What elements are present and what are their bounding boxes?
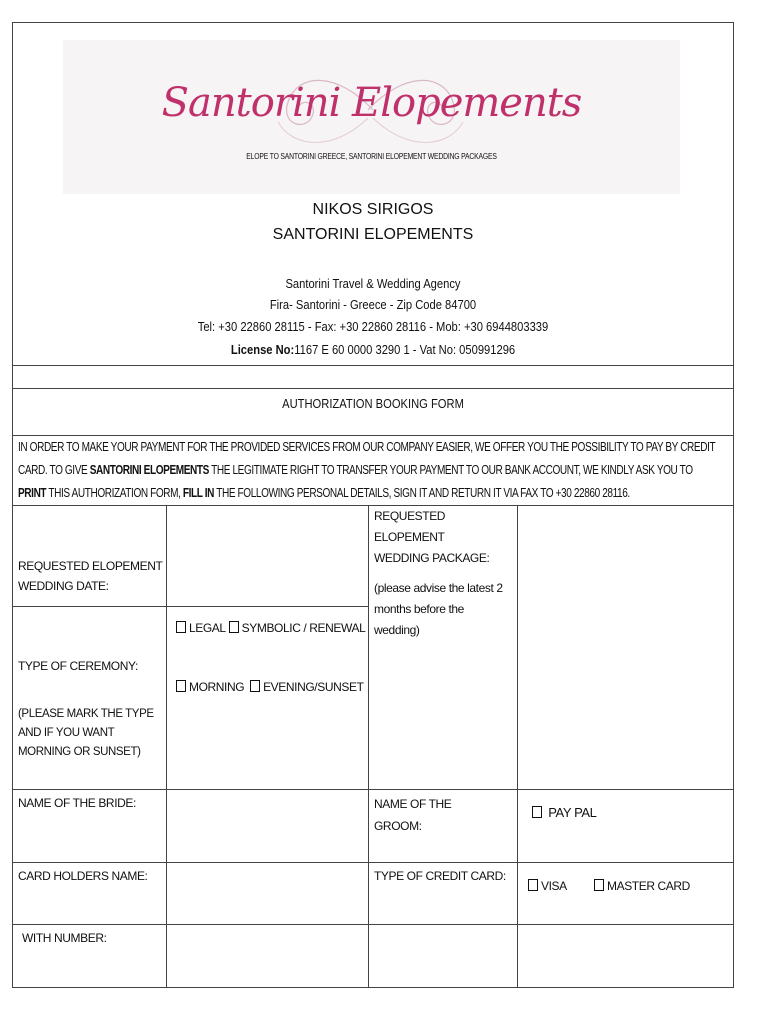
paypal-checkbox[interactable] [532, 806, 542, 818]
license-line [63, 342, 684, 357]
card-holder-label: CARD HOLDERS NAME: [18, 869, 148, 883]
card-number-field[interactable] [167, 925, 367, 987]
rule [12, 924, 734, 925]
mastercard-option: MASTER CARD [594, 876, 690, 896]
card-type-label: TYPE OF CREDIT CARD: [374, 869, 506, 883]
visa-option: VISA [528, 876, 567, 896]
groom-label: NAME OF THE GROOM: [374, 797, 452, 833]
mastercard-checkbox[interactable] [594, 879, 604, 891]
ceremony-note: (PLEASE MARK THE TYPE AND IF YOU WANT MORNING OR SUNSET) [18, 708, 154, 758]
evening-checkbox[interactable] [250, 680, 260, 692]
license-value: 1167 E 60 0000 3290 1 - Vat No: 050991296 [294, 342, 516, 357]
rule [12, 388, 734, 389]
paypal-option: PAY PAL [532, 803, 597, 823]
ceremony-type-options: LEGAL SYMBOLIC / RENEWAL [176, 618, 365, 638]
rule [12, 365, 734, 366]
package-field[interactable] [518, 506, 733, 788]
intro-line-3: PRINT THIS AUTHORIZATION FORM, FILL IN THE FOLLOWING PERSONAL DETAILS, SIGN IT AND RETURN IT VIA FAX TO +30 22860 28116. [18, 486, 630, 500]
company-name: SANTORINI ELOPEMENTS [272, 226, 474, 243]
rule [12, 606, 368, 607]
rule [12, 862, 734, 863]
bride-field[interactable] [167, 790, 367, 861]
package-note: (please advise the latest 2 months before the wedding) [374, 581, 503, 637]
logo-wordmark: Santorini Elopements [161, 80, 582, 126]
legal-checkbox[interactable] [176, 621, 186, 633]
intro-line-2: CARD. TO GIVE SANTORINI ELOPEMENTS THE LEGITIMATE RIGHT TO TRANSFER YOUR PAYMENT TO OUR BANK ACCOUNT, WE KINDLY ASK YOU TO [18, 463, 693, 477]
intro-line-1: IN ORDER TO MAKE YOUR PAYMENT FOR THE PROVIDED SERVICES FROM OUR COMPANY EASIER, WE OFFER YOU THE POSSIBILITY TO PAY BY CREDIT [18, 440, 716, 454]
wedding-date-field[interactable] [167, 506, 367, 605]
package-label: REQUESTED ELOPEMENT WEDDING PACKAGE: [374, 509, 490, 565]
agency-contacts: Tel: +30 22860 28115 - Fax: +30 22860 28116 - Mob: +30 6944803339 [197, 319, 549, 334]
ceremony-type-label: TYPE OF CEREMONY: [18, 659, 138, 673]
bride-label: NAME OF THE BRIDE: [18, 796, 136, 810]
morning-checkbox[interactable] [176, 680, 186, 692]
card-number-label: WITH NUMBER: [22, 931, 107, 945]
rule [12, 789, 734, 790]
symbolic-checkbox[interactable] [229, 621, 239, 633]
column-divider [368, 505, 369, 988]
license-label: License No: [230, 342, 295, 357]
card-holder-field[interactable] [167, 863, 367, 923]
ceremony-time-options: MORNING EVENING/SUNSET [176, 677, 364, 697]
contact-name: NIKOS SIRIGOS [312, 201, 434, 218]
agency-name: Santorini Travel & Wedding Agency [285, 276, 461, 291]
visa-checkbox[interactable] [528, 879, 538, 891]
wedding-date-label: REQUESTED ELOPEMENT WEDDING DATE: [18, 559, 163, 593]
logo-tagline: ELOPE TO SANTORINI GREECE, SANTORINI ELOPEMENT WEDDING PACKAGES [246, 152, 497, 161]
logo-banner [63, 40, 680, 194]
form-title: AUTHORIZATION BOOKING FORM [282, 396, 464, 411]
agency-location: Fira- Santorini - Greece - Zip Code 84700 [269, 297, 477, 312]
